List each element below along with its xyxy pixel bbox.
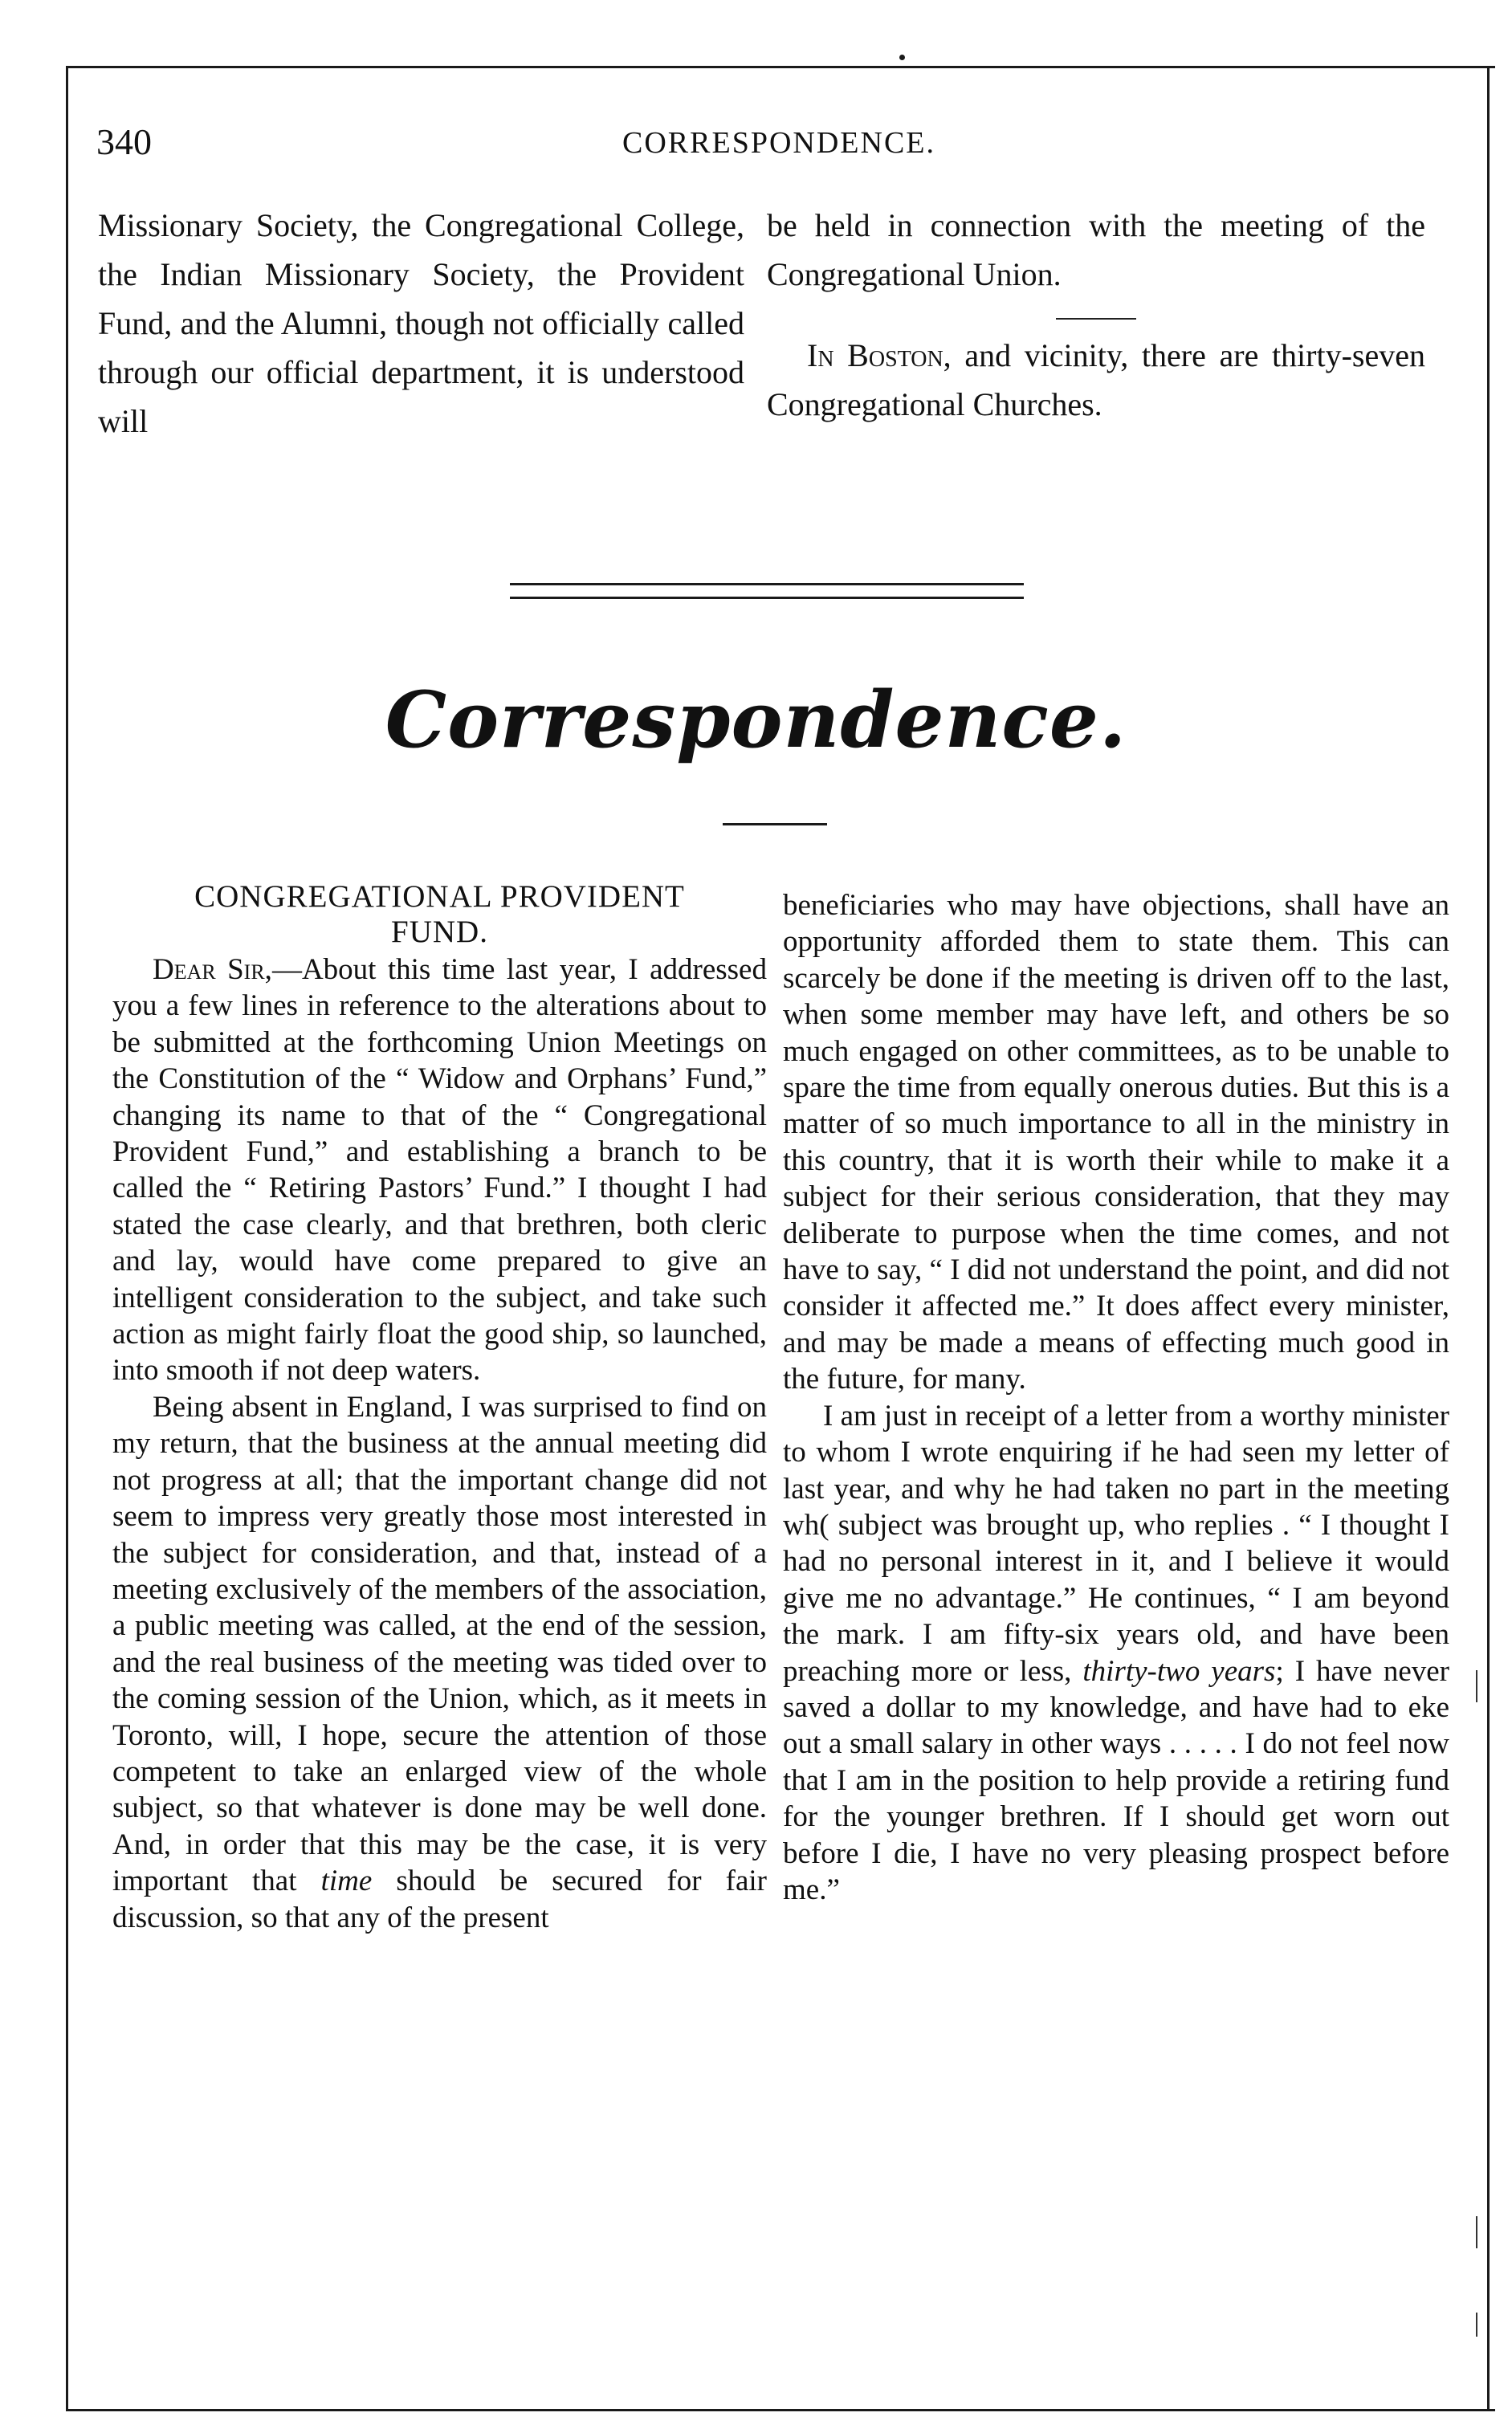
running-head — [96, 120, 1461, 169]
printer-dot — [899, 55, 905, 60]
paragraph-4-end: ; I have never saved a dollar to my knowledge, and have had to eke out a small salary in other ways . . . . . I do not feel now that I am in the position to help provide a retiring fund for the younger brethren. If I should get worn out before I die, I have no very pleasing prospect before me.” — [783, 1654, 1449, 1906]
article-left-column — [112, 879, 767, 1936]
article-paragraph-3: beneficiaries who may have objections, shall have an opportunity afforded them to state them. This can scarcely be done if the meeting is driven off to the last, when some member may have left, and others be so much engaged on other committees, as to be unable to spare the time from equally onerous duties. But this is a matter of so much importance to all in the ministry in this country, that it is worth their while to make it a subject for their serious consideration, that they may deliberate to purpose when the time comes, and not have to say, “ I did not understand the point, and did not consider it affected me.” It does affect every minister, and may be made a means of effecting much good in the future, for many. — [783, 889, 1449, 1396]
boston-text: and vicinity, there are thirty-seven Congregational Churches. — [767, 337, 1425, 422]
title-underline-rule — [723, 823, 827, 825]
paragraph-2-italic: time — [320, 1864, 373, 1898]
salutation: Dear Sir, — [153, 953, 272, 986]
top-right-paragraph: be held in connection with the meeting of the Congregational Union. — [767, 207, 1425, 292]
page-number: 340 — [96, 121, 152, 162]
article-paragraph-2 — [112, 1389, 767, 1936]
article-paragraph-1 — [112, 952, 767, 1389]
top-right-column — [767, 201, 1425, 429]
paragraph-1-text: —About this time last year, I addressed you a few lines in reference to the alterations about to be submitted at the forthcoming Union Meetings on the Constitution of the “ Widow and Orphans’ Fund,” changing its name to that of the “ Congregational Provident Fund,” and establishing a branch to be called the “ Retiring Pastors’ Fund.” I thought I had stated the case clearly, and that brethren, both cleric and lay, would have come prepared to give an intelligent consideration to the subject, and take such action as might fairly float the good ship, so launched, into smooth if not deep waters. — [112, 953, 767, 1388]
article-heading-line2: FUND. — [391, 915, 488, 949]
article-right-column — [783, 887, 1449, 1908]
section-double-rule — [510, 583, 1024, 599]
margin-mark — [1476, 1670, 1477, 1702]
paragraph-4-text: I am just in receipt of a letter from a worthy minister to whom I wrote enquiring if he had seen my letter of last year, and why he had taken no part in the meeting wh( subject was brought up, who replies . “ I thought I had no personal interest in it, and I believe it would give me no advantage.” He continues, “ I am beyond the mark. I am fifty-six years old, and have been preaching more or less, — [783, 1399, 1449, 1688]
article-heading-line1: CONGREGATIONAL PROVIDENT — [194, 879, 685, 914]
paragraph-2-end: should be secured for fair discussion, so that any of the present — [112, 1864, 767, 1934]
page-frame-top-rule — [66, 66, 1495, 68]
margin-mark — [1476, 2216, 1477, 2248]
boston-paragraph — [767, 331, 1425, 429]
page-frame-bottom-rule — [66, 2409, 1495, 2411]
paragraph-4-italic: thirty-two years — [1082, 1654, 1276, 1688]
page-frame-right-rule — [1487, 66, 1490, 2411]
section-title: Correspondence. — [385, 674, 1127, 765]
margin-mark — [1476, 2313, 1477, 2337]
boston-lead: In Boston, — [807, 337, 952, 373]
article-heading — [112, 879, 767, 950]
page-frame-left-rule — [66, 66, 68, 2411]
top-left-column — [98, 201, 744, 446]
short-divider-rule — [1056, 318, 1136, 320]
top-left-paragraph: Missionary Society, the Congregational College, the Indian Missionary Society, the Provident Fund, and the Alumni, though not officially called through our official department, it is understood will — [98, 207, 744, 439]
article-paragraph-4 — [783, 1398, 1449, 1909]
running-title: CORRESPONDENCE. — [622, 126, 935, 160]
paragraph-2-text: Being absent in England, I was surprised to find on my return, that the business at the annual meeting did not progress at all; that the important change did not seem to impress very greatly those most interested in the subject for consideration, and that, instead of a meeting exclusively of the members of the association, a public meeting was called, at the end of the session, and the real business of the meeting was tided over to the coming session of the Union, which, as it meets in Toronto, will, I hope, secure the attention of those competent to take an enlarged view of the whole subject, so that whatever is done may be well done. And, in order that this may be the case, it is very important that — [112, 1390, 767, 1898]
